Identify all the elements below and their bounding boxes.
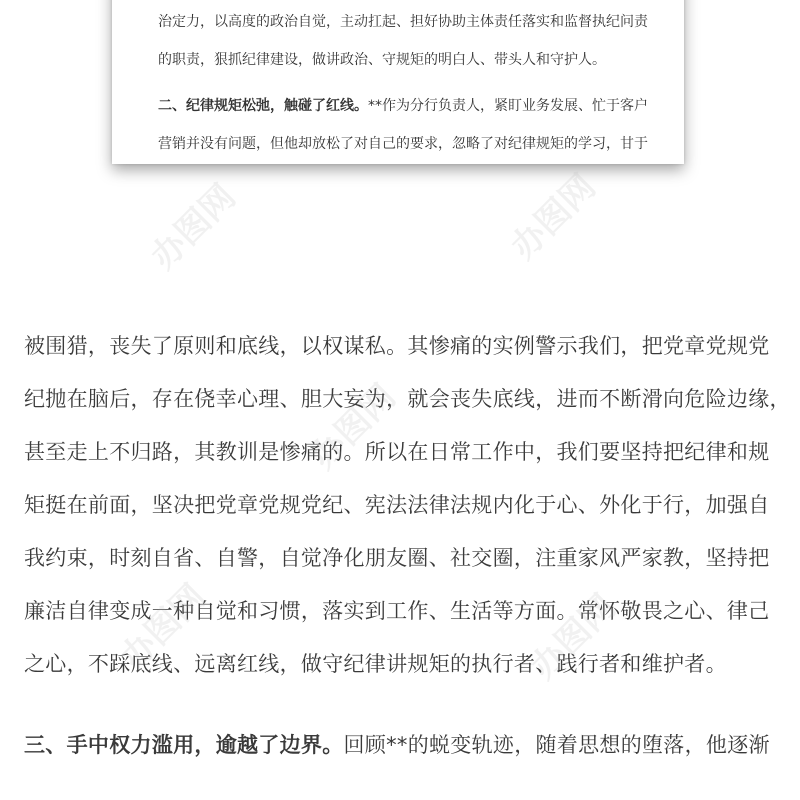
paragraph-line: 纪抛在脑后，存在侥幸心理、胆大妄为，就会丧失底线，进而不断滑向危险边缘，: [24, 387, 791, 411]
card-line-2: 的职责，狠抓纪律建设，做讲政治、守规矩的明白人、带头人和守护人。: [158, 52, 606, 68]
card-heading-bold: 二、纪律规矩松弛，触碰了红线。: [158, 98, 368, 114]
watermark: 办图网: [503, 166, 604, 268]
watermark: 办图网: [143, 176, 244, 278]
card-line-1: 治定力，以高度的政治自觉，主动扛起、担好协助主体责任落实和监督执纪问责: [158, 14, 648, 30]
paragraph-gap: [24, 699, 784, 727]
section-3-heading-bold: 三、手中权力滥用，逾越了边界。: [24, 733, 344, 757]
watermark: 办图网: [523, 586, 624, 688]
article-body: [24, 328, 791, 780]
section-3-heading-line: [24, 727, 784, 780]
section-3-heading-rest: 回顾**的蜕变轨迹，随着思想的堕落，他逐渐: [343, 733, 770, 757]
paragraph-1: [24, 328, 791, 699]
watermark: 办图网: [303, 376, 404, 478]
document-snippet-text: [158, 0, 648, 154]
card-heading-rest: **作为分行负责人，紧盯业务发展、忙于客户: [368, 98, 648, 114]
card-heading-line: [158, 96, 648, 116]
paragraph-line: 我约束，时刻自省、自警，自觉净化朋友圈、社交圈，注重家风严家教，坚持把: [24, 546, 770, 570]
paragraph-line: 廉洁自律变成一种自觉和习惯，落实到工作、生活等方面。常怀敬畏之心、律己: [24, 599, 770, 623]
card-line-last: 营销并没有问题，但他却放松了对自己的要求，忽略了对纪律规矩的学习，甘于: [158, 136, 648, 152]
document-snippet-card: [112, 0, 684, 164]
watermark: 办图网: [113, 576, 214, 678]
paragraph-line: 被围猎，丧失了原则和底线，以权谋私。其惨痛的实例警示我们，把党章党规党: [24, 334, 770, 358]
paragraph-line: 矩挺在前面，坚决把党章党规党纪、宪法法律法规内化于心、外化于行，加强自: [24, 493, 770, 517]
paragraph-line: 之心，不踩底线、远离红线，做守纪律讲规矩的执行者、践行者和维护者。: [24, 652, 727, 676]
paragraph-line: 甚至走上不归路，其教训是惨痛的。所以在日常工作中，我们要坚持把纪律和规: [24, 440, 770, 464]
